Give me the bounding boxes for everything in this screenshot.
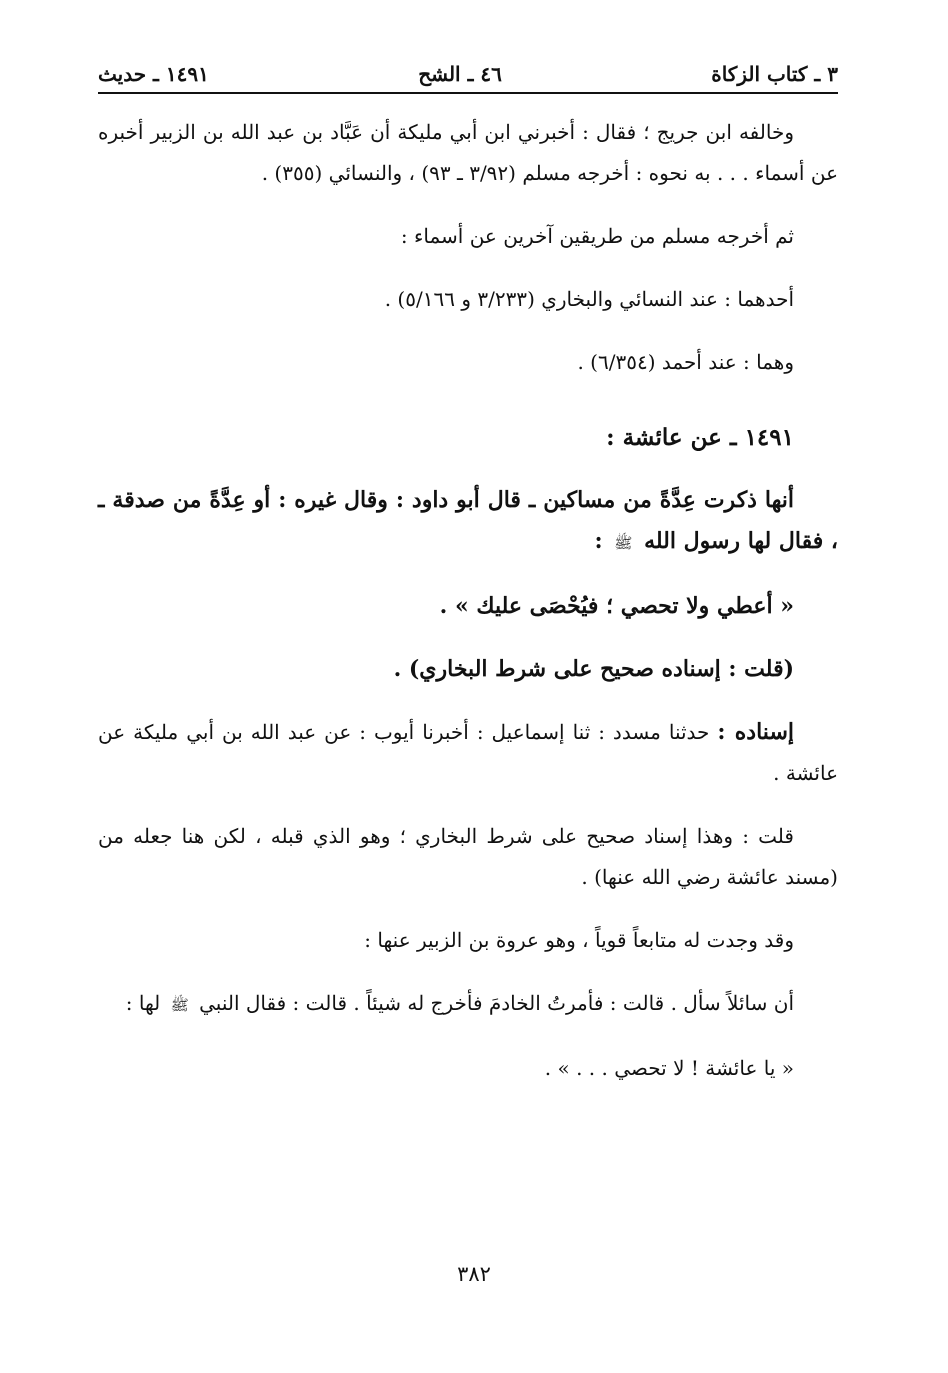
- hadith-text-colon: :: [594, 528, 603, 554]
- page-header: [98, 56, 838, 94]
- paragraph-ibn-jurayj: وخالفه ابن جريج ؛ فقال : أخبرني ابن أبي مليكة أن عَبَّاد بن عبد الله بن الزبير أخبره عن أسماء . . . به نحوه : أخرجه مسلم (٣/٩٢ ـ ٩٣) ، والنسائي (٣٥٥) .: [98, 120, 838, 185]
- isnad-label: إسناده :: [717, 719, 794, 745]
- header-book-title: ٣ ـ كتاب الزكاة: [711, 62, 838, 86]
- hadith-title: ١٤٩١ ـ عن عائشة :: [606, 424, 794, 451]
- hadith-quote: « أعطي ولا تحصي ؛ فيُحْصَى عليك » .: [439, 593, 794, 619]
- page-body: [98, 112, 838, 1111]
- urwa-narration-text: أن سائلاً سأل . قالت : فأمرتُ الخادمَ فأخرج له شيئاً . قالت : فقال النبي: [199, 991, 794, 1015]
- page-number: ٣٨٢: [457, 1262, 491, 1286]
- paragraph-two-routes: ثم أخرجه مسلم من طريقين آخرين عن أسماء :: [400, 224, 794, 248]
- isnad-text: حدثنا مسدد : ثنا إسماعيل : أخبرنا أيوب : عن عبد الله بن أبي مليكة عن عائشة .: [98, 720, 838, 785]
- paragraph-urwa-narration: [98, 983, 838, 1026]
- salawat-glyph: ﷺ: [614, 534, 633, 552]
- hadith-text-main: أنها ذكرت عِدَّةً من مساكين ـ قال أبو داود : وقال غيره : أو عِدَّةً من صدقة ـ ، فقال لها رسول الله: [98, 487, 838, 554]
- urwa-narration-end: لها :: [125, 991, 161, 1015]
- hadith-verdict: (قلت : إسناده صحيح على شرط البخاري) .: [393, 656, 794, 682]
- paragraph-assessment: قلت : وهذا إسناد صحيح على شرط البخاري ؛ وهو الذي قبله ، لكن هنا جعله من (مسند عائشة رضي الله عنها) .: [98, 824, 838, 889]
- salawat-glyph-2: ﷺ: [170, 996, 189, 1014]
- paragraph-second-route: وهما : عند أحمد (٦/٣٥٤) .: [577, 350, 794, 374]
- isnad-paragraph: [98, 712, 838, 794]
- paragraph-final-quote: « يا عائشة ! لا تحصي . . . » .: [544, 1056, 794, 1080]
- hadith-text: [98, 480, 838, 564]
- paragraph-first-route: أحدهما : عند النسائي والبخاري (٣/٢٣٣ و ٥/١٦٦) .: [384, 287, 794, 311]
- header-hadith-number: ١٤٩١ ـ حديث: [98, 62, 209, 86]
- header-chapter-title: ٤٦ ـ الشح: [418, 62, 502, 86]
- paragraph-follow-up: وقد وجدت له متابعاً قوياً ، وهو عروة بن الزبير عنها :: [364, 928, 794, 952]
